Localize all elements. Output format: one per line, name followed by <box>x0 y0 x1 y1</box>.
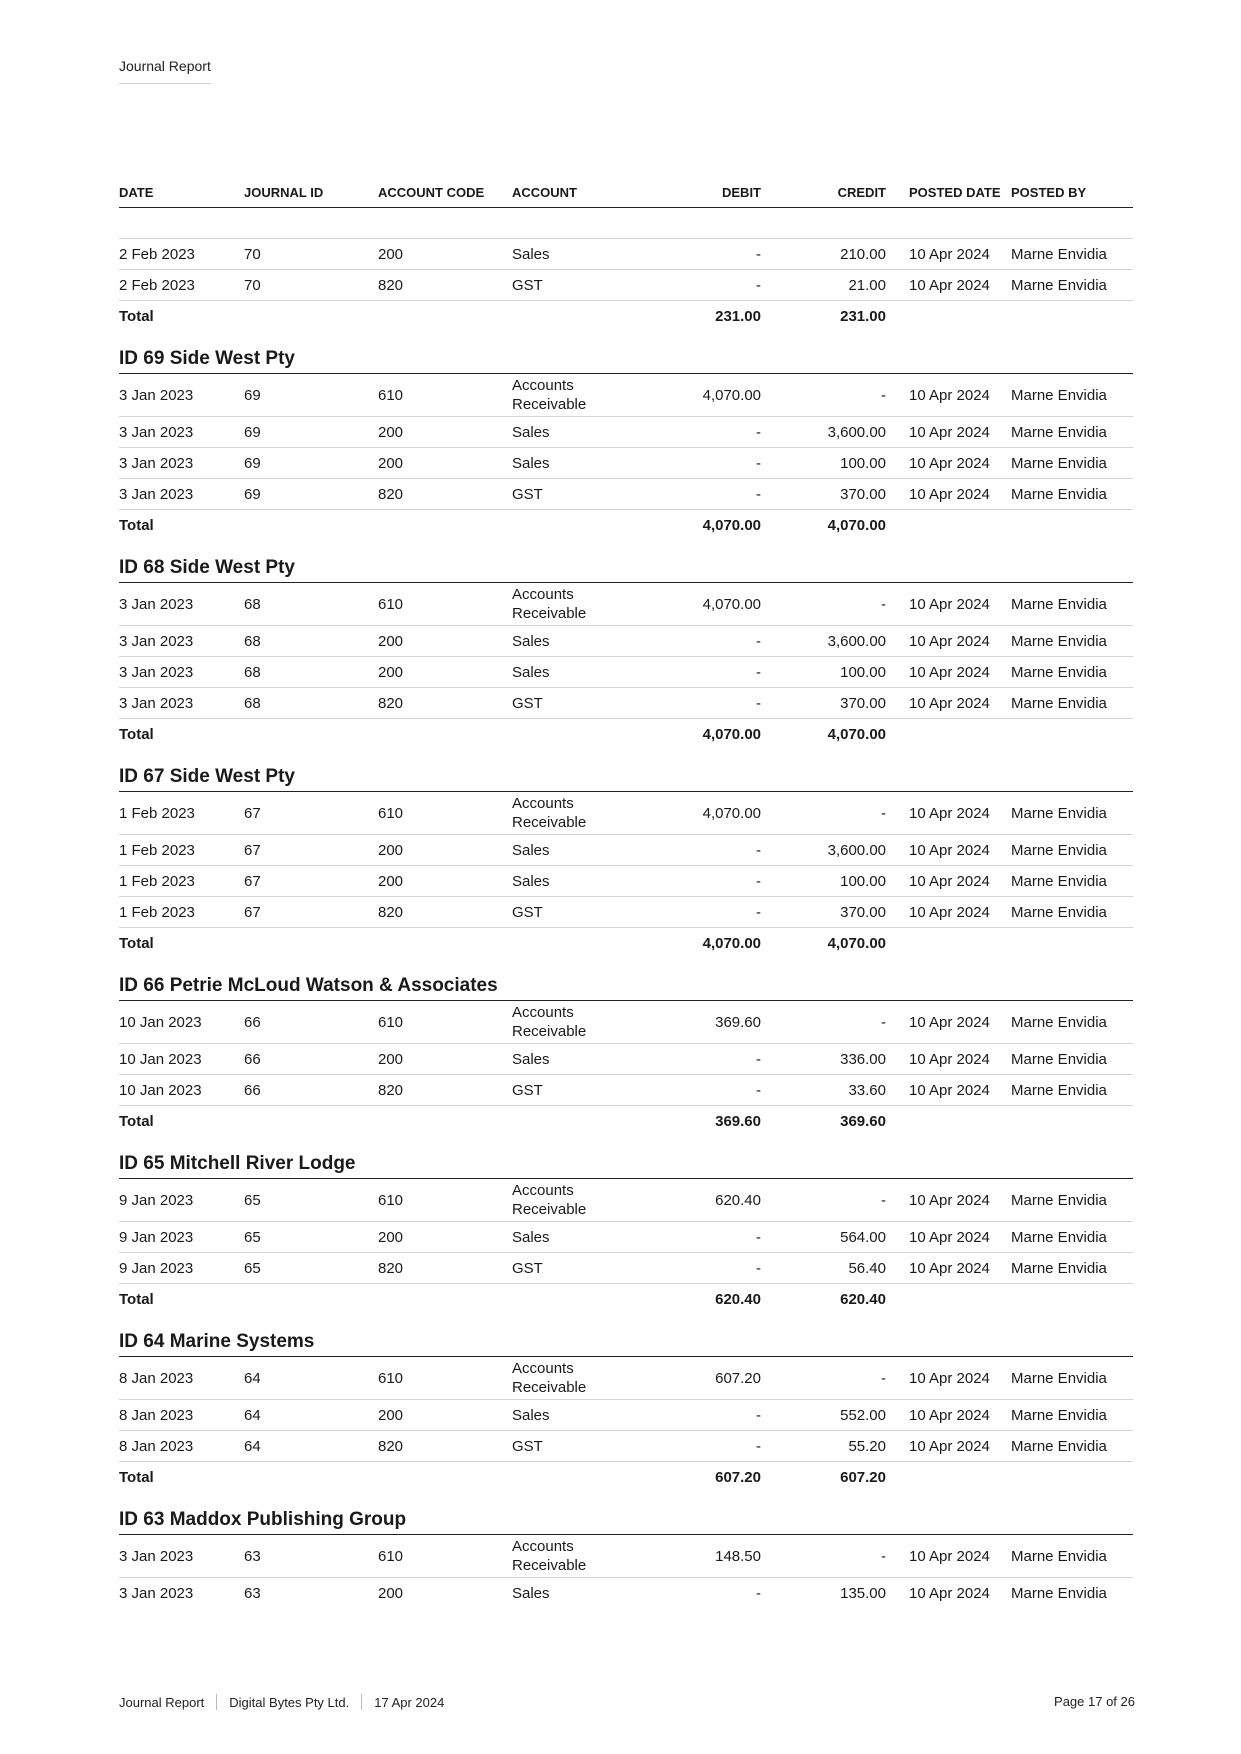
cell-journal-id: 69 <box>244 454 261 472</box>
column-header-posted-by: POSTED BY <box>1011 185 1087 200</box>
cell-journal-id: 67 <box>244 841 261 859</box>
cell-account: Accounts Receivable <box>512 1004 587 1040</box>
table-row <box>119 583 1133 626</box>
table-row <box>119 1400 1133 1431</box>
cell-account-code: 200 <box>378 245 404 263</box>
cell-journal-id: 63 <box>244 1547 261 1565</box>
cell-posted-date: 10 Apr 2024 <box>909 1547 990 1565</box>
cell-account: Accounts Receivable <box>512 1182 587 1218</box>
total-row <box>119 1462 1133 1492</box>
cell-credit: 370.00 <box>840 694 886 712</box>
cell-account-code: 610 <box>378 1191 404 1209</box>
cell-date: 3 Jan 2023 <box>119 454 194 472</box>
column-header-row <box>119 178 1133 208</box>
total-label: Total <box>119 1468 154 1486</box>
total-row <box>119 928 1133 958</box>
table-row <box>119 1075 1133 1106</box>
cell-credit: - <box>881 386 886 404</box>
table-row <box>119 239 1133 270</box>
cell-date: 8 Jan 2023 <box>119 1369 194 1387</box>
table-row <box>119 1357 1133 1400</box>
cell-credit: 3,600.00 <box>827 632 886 650</box>
cell-date: 1 Feb 2023 <box>119 903 195 921</box>
journal-group-title: ID 63 Maddox Publishing Group <box>119 1510 1133 1535</box>
cell-debit: - <box>756 1584 761 1602</box>
journal-report-table <box>119 178 1133 1608</box>
cell-date: 3 Jan 2023 <box>119 386 194 404</box>
cell-account-code: 200 <box>378 1406 404 1424</box>
table-row <box>119 792 1133 835</box>
cell-journal-id: 67 <box>244 804 261 822</box>
cell-posted-by: Marne Envidia <box>1011 1050 1107 1068</box>
journal-group-title: ID 67 Side West Pty <box>119 767 1133 792</box>
cell-debit: - <box>756 1081 761 1099</box>
cell-account-code: 820 <box>378 276 404 294</box>
cell-account-code: 610 <box>378 1369 404 1387</box>
total-credit: 620.40 <box>840 1290 886 1308</box>
cell-debit: 607.20 <box>715 1369 761 1387</box>
cell-date: 9 Jan 2023 <box>119 1228 194 1246</box>
cell-account: Accounts Receivable <box>512 1538 587 1574</box>
cell-posted-date: 10 Apr 2024 <box>909 1584 990 1602</box>
cell-credit: 100.00 <box>840 454 886 472</box>
total-row <box>119 1106 1133 1136</box>
total-credit: 369.60 <box>840 1112 886 1130</box>
cell-posted-date: 10 Apr 2024 <box>909 423 990 441</box>
footer-company-name: Digital Bytes Pty Ltd. <box>229 1694 350 1710</box>
total-label: Total <box>119 934 154 952</box>
cell-account: Sales <box>512 872 550 890</box>
cell-account-code: 820 <box>378 1259 404 1277</box>
cell-posted-date: 10 Apr 2024 <box>909 1013 990 1031</box>
cell-posted-by: Marne Envidia <box>1011 694 1107 712</box>
footer-report-name: Journal Report <box>119 1694 205 1710</box>
cell-account: GST <box>512 276 543 294</box>
cell-account-code: 200 <box>378 872 404 890</box>
cell-posted-by: Marne Envidia <box>1011 1547 1107 1565</box>
cell-account-code: 200 <box>378 841 404 859</box>
cell-posted-date: 10 Apr 2024 <box>909 386 990 404</box>
cell-account: GST <box>512 694 543 712</box>
cell-date: 2 Feb 2023 <box>119 245 195 263</box>
cell-posted-by: Marne Envidia <box>1011 1369 1107 1387</box>
cell-posted-by: Marne Envidia <box>1011 632 1107 650</box>
cell-posted-by: Marne Envidia <box>1011 1584 1107 1602</box>
cell-account-code: 610 <box>378 386 404 404</box>
cell-journal-id: 69 <box>244 485 261 503</box>
cell-posted-by: Marne Envidia <box>1011 423 1107 441</box>
journal-group-title: ID 66 Petrie McLoud Watson & Associates <box>119 976 1133 1001</box>
cell-journal-id: 65 <box>244 1259 261 1277</box>
column-header-debit: DEBIT <box>722 185 761 200</box>
cell-debit: - <box>756 1259 761 1277</box>
cell-debit: - <box>756 276 761 294</box>
cell-account-code: 610 <box>378 595 404 613</box>
footer-divider <box>216 1694 217 1710</box>
table-row <box>119 1001 1133 1044</box>
cell-journal-id: 64 <box>244 1437 261 1455</box>
column-header-account: ACCOUNT <box>512 185 577 200</box>
cell-posted-by: Marne Envidia <box>1011 1191 1107 1209</box>
cell-credit: - <box>881 1013 886 1031</box>
cell-debit: - <box>756 694 761 712</box>
cell-account-code: 610 <box>378 804 404 822</box>
cell-posted-by: Marne Envidia <box>1011 245 1107 263</box>
table-row <box>119 374 1133 417</box>
cell-journal-id: 66 <box>244 1050 261 1068</box>
cell-credit: 100.00 <box>840 663 886 681</box>
cell-debit: 4,070.00 <box>702 595 761 613</box>
cell-debit: - <box>756 632 761 650</box>
cell-posted-date: 10 Apr 2024 <box>909 1081 990 1099</box>
cell-date: 8 Jan 2023 <box>119 1437 194 1455</box>
cell-account: Accounts Receivable <box>512 1360 587 1396</box>
cell-posted-date: 10 Apr 2024 <box>909 1437 990 1455</box>
cell-date: 3 Jan 2023 <box>119 694 194 712</box>
table-row <box>119 897 1133 928</box>
cell-posted-date: 10 Apr 2024 <box>909 632 990 650</box>
cell-credit: 56.40 <box>848 1259 886 1277</box>
journal-group-title: ID 68 Side West Pty <box>119 558 1133 583</box>
total-row <box>119 719 1133 749</box>
table-row <box>119 1044 1133 1075</box>
cell-posted-date: 10 Apr 2024 <box>909 1228 990 1246</box>
cell-date: 10 Jan 2023 <box>119 1013 202 1031</box>
cell-credit: 3,600.00 <box>827 841 886 859</box>
table-row <box>119 270 1133 301</box>
table-row <box>119 626 1133 657</box>
cell-account: Sales <box>512 1406 550 1424</box>
total-credit: 231.00 <box>840 307 886 325</box>
cell-account: Accounts Receivable <box>512 377 587 413</box>
cell-debit: - <box>756 841 761 859</box>
cell-account: Sales <box>512 1228 550 1246</box>
total-row <box>119 301 1133 331</box>
cell-journal-id: 63 <box>244 1584 261 1602</box>
cell-journal-id: 68 <box>244 595 261 613</box>
cell-credit: 552.00 <box>840 1406 886 1424</box>
cell-credit: - <box>881 595 886 613</box>
cell-posted-by: Marne Envidia <box>1011 1228 1107 1246</box>
cell-account: Sales <box>512 245 550 263</box>
cell-account-code: 200 <box>378 1584 404 1602</box>
total-debit: 231.00 <box>715 307 761 325</box>
cell-account: GST <box>512 1437 543 1455</box>
cell-date: 10 Jan 2023 <box>119 1050 202 1068</box>
cell-credit: 370.00 <box>840 903 886 921</box>
cell-debit: - <box>756 245 761 263</box>
cell-account: Sales <box>512 632 550 650</box>
cell-posted-date: 10 Apr 2024 <box>909 804 990 822</box>
cell-account: Sales <box>512 423 550 441</box>
total-credit: 4,070.00 <box>827 934 886 952</box>
cell-journal-id: 68 <box>244 694 261 712</box>
cell-journal-id: 70 <box>244 276 261 294</box>
cell-account: GST <box>512 1081 543 1099</box>
column-header-journal-id: JOURNAL ID <box>244 185 324 200</box>
journal-group-title: ID 64 Marine Systems <box>119 1332 1133 1357</box>
cell-account: Sales <box>512 841 550 859</box>
cell-posted-date: 10 Apr 2024 <box>909 1259 990 1277</box>
cell-posted-date: 10 Apr 2024 <box>909 454 990 472</box>
journal-group-title: ID 65 Mitchell River Lodge <box>119 1154 1133 1179</box>
cell-debit: - <box>756 423 761 441</box>
total-row <box>119 510 1133 540</box>
total-debit: 607.20 <box>715 1468 761 1486</box>
cell-account: Sales <box>512 1584 550 1602</box>
cell-posted-date: 10 Apr 2024 <box>909 1191 990 1209</box>
column-header-credit: CREDIT <box>837 185 886 200</box>
cell-posted-date: 10 Apr 2024 <box>909 276 990 294</box>
cell-posted-by: Marne Envidia <box>1011 804 1107 822</box>
total-label: Total <box>119 1290 154 1308</box>
cell-posted-date: 10 Apr 2024 <box>909 872 990 890</box>
total-credit: 4,070.00 <box>827 516 886 534</box>
column-header-date: DATE <box>119 185 154 200</box>
cell-debit: - <box>756 1437 761 1455</box>
cell-journal-id: 66 <box>244 1013 261 1031</box>
cell-credit: 336.00 <box>840 1050 886 1068</box>
cell-debit: - <box>756 485 761 503</box>
total-credit: 4,070.00 <box>827 725 886 743</box>
total-label: Total <box>119 725 154 743</box>
cell-debit: - <box>756 903 761 921</box>
cell-posted-date: 10 Apr 2024 <box>909 694 990 712</box>
cell-date: 9 Jan 2023 <box>119 1191 194 1209</box>
total-debit: 4,070.00 <box>702 725 761 743</box>
cell-journal-id: 68 <box>244 663 261 681</box>
table-row <box>119 657 1133 688</box>
cell-debit: 148.50 <box>715 1547 761 1565</box>
cell-account-code: 820 <box>378 903 404 921</box>
total-debit: 620.40 <box>715 1290 761 1308</box>
cell-posted-by: Marne Envidia <box>1011 1259 1107 1277</box>
cell-debit: 4,070.00 <box>702 386 761 404</box>
cell-debit: - <box>756 1406 761 1424</box>
cell-posted-by: Marne Envidia <box>1011 903 1107 921</box>
cell-posted-by: Marne Envidia <box>1011 1437 1107 1455</box>
table-row <box>119 479 1133 510</box>
cell-posted-by: Marne Envidia <box>1011 276 1107 294</box>
total-label: Total <box>119 516 154 534</box>
cell-date: 8 Jan 2023 <box>119 1406 194 1424</box>
cell-posted-by: Marne Envidia <box>1011 1406 1107 1424</box>
table-row <box>119 1578 1133 1608</box>
cell-posted-date: 10 Apr 2024 <box>909 595 990 613</box>
cell-debit: - <box>756 872 761 890</box>
cell-account-code: 820 <box>378 694 404 712</box>
cell-posted-date: 10 Apr 2024 <box>909 1406 990 1424</box>
cell-credit: - <box>881 1547 886 1565</box>
total-debit: 369.60 <box>715 1112 761 1130</box>
cell-account: Sales <box>512 454 550 472</box>
cell-date: 3 Jan 2023 <box>119 663 194 681</box>
cell-account-code: 820 <box>378 485 404 503</box>
table-row <box>119 835 1133 866</box>
cell-account: Sales <box>512 663 550 681</box>
cell-credit: 135.00 <box>840 1584 886 1602</box>
cell-posted-date: 10 Apr 2024 <box>909 1369 990 1387</box>
cell-posted-date: 10 Apr 2024 <box>909 663 990 681</box>
total-label: Total <box>119 307 154 325</box>
table-row <box>119 1431 1133 1462</box>
total-debit: 4,070.00 <box>702 516 761 534</box>
cell-debit: - <box>756 663 761 681</box>
header-spacer-row <box>119 208 1133 239</box>
cell-date: 3 Jan 2023 <box>119 1547 194 1565</box>
cell-journal-id: 66 <box>244 1081 261 1099</box>
cell-account-code: 820 <box>378 1437 404 1455</box>
cell-account: Accounts Receivable <box>512 586 587 622</box>
footer-divider <box>361 1694 362 1710</box>
journal-group-title: ID 69 Side West Pty <box>119 349 1133 374</box>
cell-credit: - <box>881 1369 886 1387</box>
cell-posted-by: Marne Envidia <box>1011 595 1107 613</box>
cell-posted-by: Marne Envidia <box>1011 841 1107 859</box>
cell-date: 1 Feb 2023 <box>119 804 195 822</box>
cell-date: 3 Jan 2023 <box>119 595 194 613</box>
cell-account: Accounts Receivable <box>512 795 587 831</box>
cell-journal-id: 65 <box>244 1191 261 1209</box>
cell-account-code: 200 <box>378 454 404 472</box>
cell-date: 9 Jan 2023 <box>119 1259 194 1277</box>
cell-journal-id: 68 <box>244 632 261 650</box>
cell-posted-date: 10 Apr 2024 <box>909 245 990 263</box>
cell-posted-by: Marne Envidia <box>1011 872 1107 890</box>
cell-posted-by: Marne Envidia <box>1011 454 1107 472</box>
cell-debit: - <box>756 1050 761 1068</box>
cell-posted-by: Marne Envidia <box>1011 1013 1107 1031</box>
column-header-posted-date: POSTED DATE <box>909 185 1001 200</box>
cell-debit: - <box>756 454 761 472</box>
cell-posted-by: Marne Envidia <box>1011 663 1107 681</box>
table-row <box>119 1535 1133 1578</box>
cell-account: GST <box>512 485 543 503</box>
total-credit: 607.20 <box>840 1468 886 1486</box>
cell-date: 3 Jan 2023 <box>119 1584 194 1602</box>
cell-date: 10 Jan 2023 <box>119 1081 202 1099</box>
cell-credit: 564.00 <box>840 1228 886 1246</box>
column-header-account-code: ACCOUNT CODE <box>378 185 485 200</box>
cell-account-code: 820 <box>378 1081 404 1099</box>
cell-account: GST <box>512 903 543 921</box>
cell-date: 3 Jan 2023 <box>119 423 194 441</box>
cell-account-code: 200 <box>378 1228 404 1246</box>
cell-account: GST <box>512 1259 543 1277</box>
table-row <box>119 417 1133 448</box>
footer-date: 17 Apr 2024 <box>374 1694 445 1710</box>
cell-journal-id: 64 <box>244 1369 261 1387</box>
cell-journal-id: 65 <box>244 1228 261 1246</box>
cell-posted-date: 10 Apr 2024 <box>909 1050 990 1068</box>
cell-debit: 620.40 <box>715 1191 761 1209</box>
cell-posted-by: Marne Envidia <box>1011 485 1107 503</box>
cell-credit: 33.60 <box>848 1081 886 1099</box>
cell-date: 3 Jan 2023 <box>119 632 194 650</box>
cell-credit: 210.00 <box>840 245 886 263</box>
table-row <box>119 1253 1133 1284</box>
cell-posted-by: Marne Envidia <box>1011 386 1107 404</box>
cell-posted-date: 10 Apr 2024 <box>909 903 990 921</box>
page-header-title: Journal Report <box>119 58 211 84</box>
cell-debit: 4,070.00 <box>702 804 761 822</box>
cell-journal-id: 64 <box>244 1406 261 1424</box>
cell-account: Sales <box>512 1050 550 1068</box>
cell-account-code: 200 <box>378 632 404 650</box>
cell-credit: 370.00 <box>840 485 886 503</box>
total-row <box>119 1284 1133 1314</box>
table-row <box>119 1179 1133 1222</box>
total-label: Total <box>119 1112 154 1130</box>
cell-account-code: 610 <box>378 1013 404 1031</box>
cell-credit: 3,600.00 <box>827 423 886 441</box>
cell-date: 2 Feb 2023 <box>119 276 195 294</box>
cell-credit: 55.20 <box>848 1437 886 1455</box>
cell-credit: - <box>881 804 886 822</box>
table-row <box>119 866 1133 897</box>
cell-account-code: 610 <box>378 1547 404 1565</box>
cell-account-code: 200 <box>378 1050 404 1068</box>
total-debit: 4,070.00 <box>702 934 761 952</box>
cell-journal-id: 69 <box>244 386 261 404</box>
cell-posted-date: 10 Apr 2024 <box>909 841 990 859</box>
cell-date: 1 Feb 2023 <box>119 872 195 890</box>
cell-credit: 100.00 <box>840 872 886 890</box>
cell-date: 3 Jan 2023 <box>119 485 194 503</box>
cell-debit: 369.60 <box>715 1013 761 1031</box>
cell-debit: - <box>756 1228 761 1246</box>
cell-journal-id: 69 <box>244 423 261 441</box>
cell-posted-date: 10 Apr 2024 <box>909 485 990 503</box>
footer-page-number: Page 17 of 26 <box>1054 1694 1135 1709</box>
table-row <box>119 688 1133 719</box>
cell-credit: 21.00 <box>848 276 886 294</box>
cell-journal-id: 67 <box>244 903 261 921</box>
cell-date: 1 Feb 2023 <box>119 841 195 859</box>
page-footer <box>119 1694 1135 1714</box>
cell-account-code: 200 <box>378 663 404 681</box>
table-row <box>119 448 1133 479</box>
cell-credit: - <box>881 1191 886 1209</box>
cell-journal-id: 70 <box>244 245 261 263</box>
cell-journal-id: 67 <box>244 872 261 890</box>
table-row <box>119 1222 1133 1253</box>
cell-posted-by: Marne Envidia <box>1011 1081 1107 1099</box>
cell-account-code: 200 <box>378 423 404 441</box>
